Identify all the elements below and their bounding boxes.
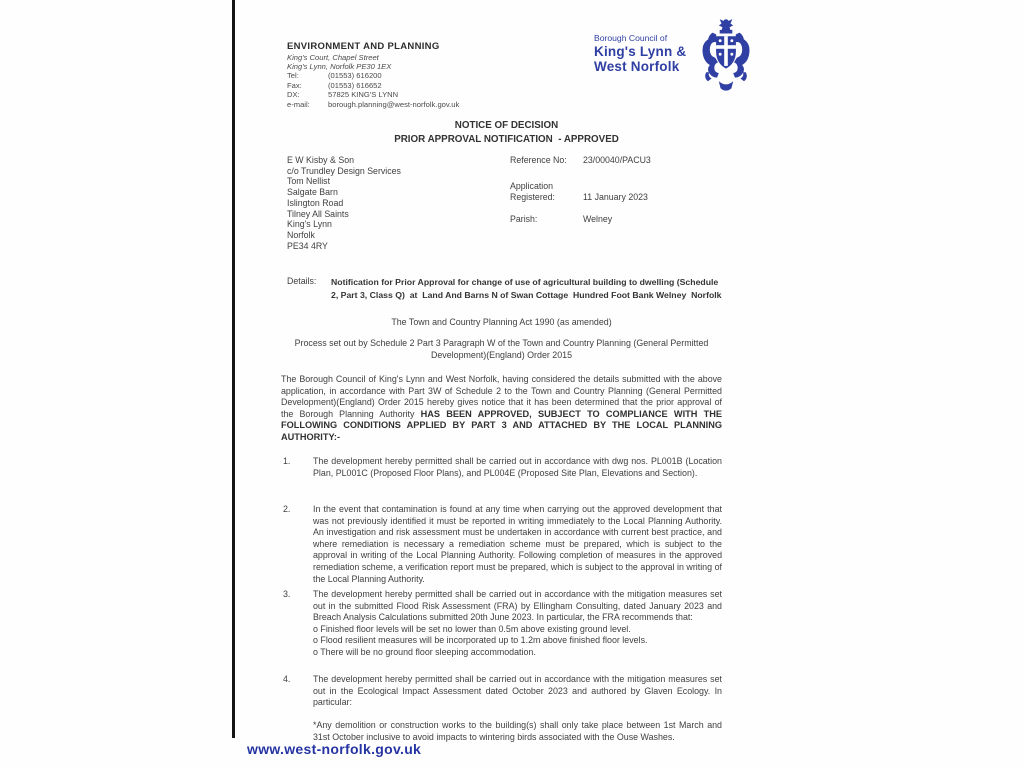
recipient-line: PE34 4RY	[287, 240, 328, 251]
recipient-line: c/o Trundley Design Services	[287, 165, 401, 176]
recipient-line: Tom Nellist	[287, 176, 331, 187]
decision-bold-text: HAS BEEN APPROVED, SUBJECT TO COMPLIANCE WITH THE FOLLOWING CONDITIONS APPLIED BY PART 3 AND ATTACHED BY THE LOCAL PLANNING AUTHORITY:-	[281, 408, 722, 442]
parish-value: Welney	[583, 214, 613, 224]
condition-3-bullet-1: o Finished floor levels will be set no lower than 0.5m above existing ground level.	[313, 623, 631, 634]
details-text: Notification for Prior Approval for change of use of agricultural building to dwelling (Schedule 2, Part 3, Class Q) at Land And Barns N of Swan Cottage Hundred Foot Bank Welney Norfolk	[331, 277, 722, 300]
act-line: The Town and Country Planning Act 1990 (as amended)	[391, 317, 612, 327]
details-label: Details:	[287, 276, 317, 286]
council-website-url: www.west-norfolk.gov.uk	[247, 741, 422, 757]
reference-value: 23/00040/PACU3	[583, 155, 651, 165]
condition-4-number: 4.	[283, 674, 291, 684]
condition-1-text: The development hereby permitted shall be carried out in accordance with dwg nos. PL001B (Location Plan, PL001C (Proposed Floor Plans), and PL004E (Proposed Site Plan, Elevations and Section).	[313, 456, 722, 478]
fax-label: Fax:	[287, 80, 302, 90]
condition-3-text: The development hereby permitted shall be carried out in accordance with the mitigation measures set out in the submitted Flood Risk Assessment (FRA) by Ellingham Consulting, dated January 2023 and Breach Analysis Calculations submitted 20th June 2023. In particular, the FRA recommends that:	[313, 589, 722, 623]
condition-2-number: 2.	[283, 504, 291, 514]
process-line: Process set out by Schedule 2 Part 3 Paragraph W of the Town and Country Planning (General Permitted Development)(England) Order 2015	[294, 338, 709, 360]
recipient-line: King's Lynn	[287, 219, 332, 230]
condition-4-note: *Any demolition or construction works to the building(s) shall only take place between 1st March and 31st October inclusive to avoid impacts to wintering birds associated with the Ouse Washes.	[313, 720, 722, 742]
recipient-line: Tilney All Saints	[287, 208, 349, 219]
condition-3-bullet-3: o There will be no ground floor sleeping accommodation.	[313, 646, 536, 657]
fax-value: (01553) 616652	[328, 80, 382, 90]
notice-title	[283, 119, 730, 147]
condition-4-text: The development hereby permitted shall be carried out in accordance with the mitigation measures set out in the Ecological Impact Assessment dated October 2023 and authored by Glaven Ecology. In particular:	[313, 674, 722, 708]
registered-label-line2: Registered:	[510, 192, 555, 202]
council-logo-text	[594, 34, 686, 74]
condition-3	[281, 589, 722, 659]
paragraph-spacer	[281, 709, 722, 721]
title-line2: PRIOR APPROVAL NOTIFICATION - APPROVED	[394, 134, 619, 145]
tel-value: (01553) 616200	[328, 71, 382, 80]
condition-2-text: In the event that contamination is found at any time when carrying out the approved development that was not previously identified it must be reported in writing immediately to the Local Planning Authority. An investigation and risk assessment must be undertaken in accordance with current best practice, and where remediation is necessary a remediation scheme must be prepared, which is subject to the approval in writing of the Local Planning Authority. Following completion of measures in the approved remediation scheme, a verification report must be prepared, which is subject to the approval in writing of the Local Planning Authority.	[313, 504, 722, 584]
recipient-line: Salgate Barn	[287, 187, 338, 198]
dx-value: 57825 KING'S LYNN	[328, 90, 399, 99]
tel-label: Tel:	[287, 71, 299, 80]
condition-2	[281, 504, 722, 585]
dx-label: DX:	[287, 90, 300, 99]
letterhead-address-line2: King's Lynn, Norfolk PE30 1EX	[287, 62, 392, 71]
condition-4	[281, 674, 722, 744]
condition-1-number: 1.	[283, 456, 291, 466]
logo-line2: King's Lynn &	[594, 43, 687, 59]
registered-value: 11 January 2023	[583, 192, 648, 202]
title-line1: NOTICE OF DECISION	[454, 120, 559, 131]
logo-line3: West Norfolk	[594, 58, 680, 74]
recipient-line: Norfolk	[287, 229, 315, 240]
letterhead-address-line1: King's Court, Chapel Street	[287, 53, 379, 62]
condition-3-number: 3.	[283, 589, 291, 599]
contact-row-dx	[287, 90, 398, 99]
registered-label-line1: Application	[510, 181, 554, 191]
parish-label: Parish:	[510, 214, 538, 224]
coat-of-arms-icon	[699, 17, 753, 100]
decision-paragraph	[281, 374, 722, 444]
decision-normal-text: The Borough Council of King's Lynn and West Norfolk, having considered the details submitted with the above application, in accordance with Part 3W of Schedule 2 to the Town and Country Planning (General Permitted Development)(England) Order 2015 hereby gives notice that it has been determined that the prior approval of the Borough Planning Authority	[281, 374, 722, 419]
email-value: borough.planning@west-norfolk.gov.uk	[328, 99, 460, 109]
recipient-address	[287, 155, 401, 251]
contact-row-fax	[287, 81, 382, 90]
department-name: ENVIRONMENT AND PLANNING	[287, 41, 440, 52]
logo-line1: Borough Council of	[594, 33, 668, 43]
recipient-line: Islington Road	[287, 197, 344, 208]
email-label: e-mail:	[287, 99, 310, 109]
scan-edge-artifact	[232, 0, 235, 738]
recipient-line: E W Kisby & Son	[287, 155, 354, 165]
condition-3-bullet-2: o Flood resilient measures will be incorporated up to 1.2m above finished floor levels.	[313, 635, 648, 646]
reference-label: Reference No:	[510, 155, 567, 165]
contact-row-email	[287, 100, 459, 109]
contact-row-tel	[287, 71, 382, 80]
condition-1	[281, 456, 722, 479]
